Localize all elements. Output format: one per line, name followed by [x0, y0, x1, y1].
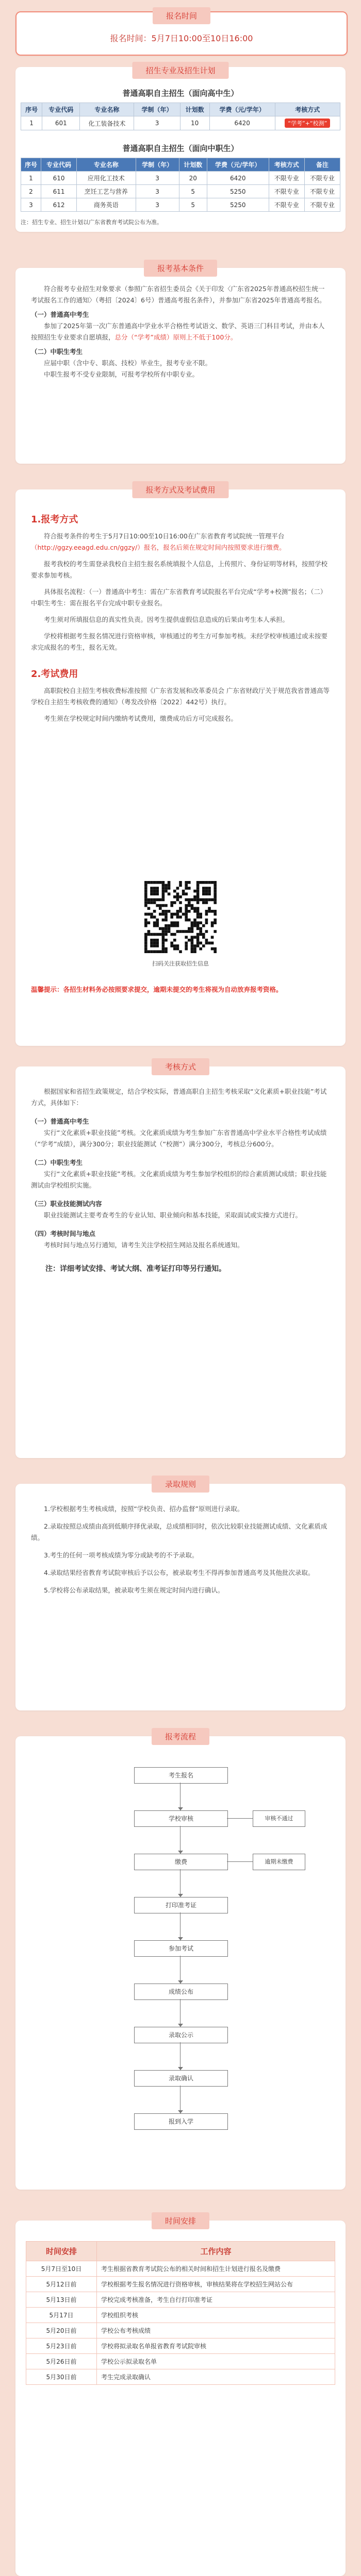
- method-card: [15, 485, 346, 1046]
- plan2-cell: 3: [21, 198, 41, 212]
- schedule-cell: 5月7日至10日: [26, 2261, 97, 2277]
- plan1-header-cell: 考核方式: [275, 103, 340, 116]
- schedule-cell: 5月23日前: [26, 2338, 97, 2354]
- exam-heading: 考核方式: [152, 1058, 209, 1075]
- plan-heading: 招生专业及招生计划: [132, 62, 228, 79]
- exam-intro: 根据国家和省招生政策规定，结合学校实际，普通高职自主招生考核采取“文化素质+职业技能”考试方式，具体如下：: [31, 1088, 327, 1107]
- qr-caption: 扫码关注获取招生信息: [152, 960, 209, 967]
- plan2-cell: 应用化工技术: [77, 172, 136, 185]
- flow-step: 成绩公布: [134, 1984, 228, 2000]
- time-text: 报名时间：5月7日10:00至10日16:00: [110, 33, 253, 43]
- time-heading: 报名时间: [153, 7, 210, 24]
- flow-step: 录取公示: [134, 2027, 228, 2043]
- plan1-cell: 化工装备技术: [80, 116, 134, 130]
- schedule-cell: 学校公示拟录取名单: [97, 2354, 335, 2369]
- schedule-cell: 学校根据考生报名情况进行资格审核，审核结果将在学校招生网站公布: [97, 2277, 335, 2292]
- schedule-cell: 5月26日前: [26, 2354, 97, 2369]
- plan1-cell: 10: [180, 116, 209, 130]
- method-p2: 报考我校的考生需登录我校自主招生报名系统填报个人信息，上传照片、身份证明等材料，按照学校要求参加考核。: [31, 560, 328, 579]
- condition-card: [15, 264, 346, 464]
- schedule-cell: 学校将拟录取名单报省教育考试院审核: [97, 2338, 335, 2354]
- table2-title: 普通高职自主招生（面向中职生）: [122, 144, 239, 153]
- plan2-cell: 烹饪工艺与营养: [77, 185, 136, 198]
- plan2-cell: 3: [136, 198, 179, 212]
- plan1-header-cell: 学制（年）: [134, 103, 180, 116]
- plan2-cell: 不限专业: [304, 185, 340, 198]
- flow-step: 缴费: [134, 1854, 228, 1870]
- plan1-cell: [275, 116, 340, 130]
- plan2-header-cell: 备注: [304, 158, 340, 172]
- plan1-row: [21, 116, 340, 130]
- plan2-cell: 5: [179, 198, 207, 212]
- exam-final: 注：详细考试安排、考试大纲、准考证打印等另行通知。: [45, 1265, 226, 1273]
- plan2-header-cell: 学制（年）: [136, 158, 179, 172]
- plan2-row: [21, 172, 340, 185]
- schedule-cell: 学校公布考核成绩: [97, 2323, 335, 2338]
- plan1-cell: 6420: [209, 116, 275, 130]
- plan2-cell: 不限专业: [269, 198, 304, 212]
- admit-p1: 1.学校根据考生考核成绩，按照“学校负责、招办监督”原则进行录取。: [44, 1505, 244, 1513]
- flow-step: 打印准考证: [134, 1897, 228, 1913]
- plan2-cell: 5250: [207, 185, 269, 198]
- schedule-cell: 5月13日前: [26, 2292, 97, 2308]
- admit-p4: 4.录取结果经省教育考试院审核后予以公布，被录取考生不得再参加普通高考及其他批次录取。: [44, 1569, 315, 1577]
- method-p6: 高职院校自主招生考核收费标准按照《广东省发展和改革委员会 广东省财政厅关于规范我省普通高等学校自主招生考核收费的通知》（粤发改价格〔2022〕442号）执行。: [31, 687, 330, 706]
- time-card: [15, 11, 348, 56]
- plan2-cell: 不限专业: [304, 198, 340, 212]
- plan2-cell: 3: [136, 185, 179, 198]
- plan2-cell: 1: [21, 172, 41, 185]
- flow-heading: 报考流程: [152, 1728, 209, 1745]
- schedule-cell: 5月30日前: [26, 2369, 97, 2385]
- plan2-header-cell: 考核方式: [269, 158, 304, 172]
- plan2-cell: 610: [41, 172, 76, 185]
- flow-card: [15, 1732, 346, 2190]
- method-p4: 考生须对所填报信息的真实性负责。因考生提供虚假信息造成的后果由考生本人承担。: [44, 616, 289, 623]
- plan1-header-cell: 学费（元/学年）: [209, 103, 275, 116]
- schedule-cell: 考生完成录取确认: [97, 2369, 335, 2385]
- admit-heading: 录取规则: [152, 1476, 209, 1493]
- admit-p2: 2.录取按照总成绩由高到低顺序择优录取，总成绩相同时，依次比较职业技能测试成绩、文化素质成绩。: [31, 1522, 327, 1541]
- schedule-row: [26, 2308, 335, 2323]
- plan2-header-cell: 计划数: [179, 158, 207, 172]
- schedule-cell: 学校完成考核准备，考生自行打印准考证: [97, 2292, 335, 2308]
- plan2-row: [21, 185, 340, 198]
- schedule-row: [26, 2338, 335, 2354]
- plan-card: [15, 67, 346, 232]
- plan2-cell: 5: [179, 185, 207, 198]
- plan2-cell: 20: [179, 172, 207, 185]
- flow-step: 参加考试: [134, 1940, 228, 1957]
- exam-p4: 考核时间与地点另行通知，请考生关注学校招生网站及报名系统通知。: [44, 1241, 244, 1249]
- qr-code[interactable]: [144, 881, 217, 953]
- flow-step: 考生报名: [134, 1767, 228, 1784]
- schedule-cell: 5月20日前: [26, 2323, 97, 2338]
- admit-card: [15, 1480, 346, 1710]
- admit-p3: 3.考生的任何一项考核成绩为零分或缺考的不予录取。: [44, 1551, 199, 1559]
- condition-heading: 报考基本条件: [144, 260, 217, 277]
- plan2-header-cell: 序号: [21, 158, 41, 172]
- condition-sub2: （二）中职生考生: [31, 348, 83, 355]
- schedule-card: [15, 2216, 346, 2576]
- schedule-row: [26, 2369, 335, 2385]
- plan2-cell: 3: [136, 172, 179, 185]
- method-s1: 1.报考方式: [31, 514, 78, 525]
- table1-title: 普通高职自主招生（面向高中生）: [122, 89, 239, 98]
- flow-side-step: 审核不通过: [253, 1810, 305, 1827]
- schedule-row: [26, 2354, 335, 2369]
- exam-sub3: （三）职业技能测试内容: [31, 1200, 102, 1208]
- schedule-row: [26, 2292, 335, 2308]
- qr-code-graphic: [144, 881, 217, 953]
- plan1-header-cell: 序号: [21, 103, 42, 116]
- schedule-cell: 考生根据省教育考试院公布的相关时间和招生计划进行报名及缴费: [97, 2261, 335, 2277]
- flow-step: 报到入学: [134, 2113, 228, 2130]
- plan2-row: [21, 198, 340, 212]
- plan2-cell: 商务英语: [77, 198, 136, 212]
- method-p5: 学校将根据考生报名情况进行资格审核，审核通过的考生方可参加考核。未经学校审核通过或未按要求完成报名的考生，报名无效。: [31, 632, 328, 651]
- plan2-cell: 611: [41, 185, 76, 198]
- plan2-cell: 不限专业: [269, 172, 304, 185]
- plan1-header-cell: 专业名称: [80, 103, 134, 116]
- method-p3: 具体报名流程：（一）普通高中考生：需在广东省教育考试院报名平台完成“学考+校测”报名；（二）中职生考生：需在报名平台完成中职专业报名。: [31, 588, 327, 607]
- plan2-header-cell: 专业名称: [77, 158, 136, 172]
- condition-p2b: 中职生报考不受专业限制，可报考学校所有中职专业。: [44, 370, 199, 378]
- method-s2: 2.考试费用: [31, 669, 78, 680]
- plan-note: 注：招生专业、招生计划以广东省教育考试院公布为准。: [21, 219, 162, 226]
- plan1-cell: 1: [21, 116, 42, 130]
- schedule-header-cell: 工作内容: [97, 2242, 335, 2261]
- plan1-header-cell: 专业代码: [42, 103, 80, 116]
- plan2-cell: 6420: [207, 172, 269, 185]
- exam-sub4: （四）考核时间与地点: [31, 1230, 96, 1238]
- exam-p1: 实行“文化素质+职业技能”考核。文化素质成绩为考生参加广东省普通高中学业水平合格性考试成绩（“学考”成绩），满分300分；职业技能测试（“校测”）满分300分，考核总分600分。: [31, 1129, 327, 1148]
- flow-side-step: 逾期未缴费: [253, 1854, 305, 1870]
- plan2-header-cell: 专业代码: [41, 158, 76, 172]
- exam-p3: 职业技能测试主要考查考生的专业认知、职业倾向和基本技能，采取面试或实操方式进行。: [44, 1211, 302, 1219]
- condition-sub1: （一）普通高中考生: [31, 311, 89, 318]
- plan-table-2: [21, 158, 340, 212]
- admit-p5: 5.学校将公布录取结果，被录取考生须在规定时间内进行确认。: [44, 1586, 224, 1594]
- exam-p2: 实行“文化素质+职业技能”考核。文化素质成绩为考生参加学校组织的综合素质测试成绩；职业技能测试由学校组织实施。: [31, 1170, 327, 1189]
- plan1-header-cell: 计划数: [180, 103, 209, 116]
- plan2-header-cell: 学费（元/学年）: [207, 158, 269, 172]
- flow-side-connector: [227, 1861, 253, 1862]
- method-heading: 报考方式及考试费用: [132, 481, 228, 498]
- exam-card: [15, 1062, 346, 1458]
- flow-chart: [46, 1767, 315, 2169]
- flow-side-connector: [227, 1818, 253, 1819]
- schedule-cell: 5月17日: [26, 2308, 97, 2323]
- plan1-cell: 601: [42, 116, 80, 130]
- exam-sub2: （二）中职生考生: [31, 1159, 83, 1166]
- schedule-header-cell: 时间安排: [26, 2242, 97, 2261]
- schedule-heading: 时间安排: [152, 2212, 209, 2229]
- schedule-table: [26, 2241, 335, 2385]
- schedule-row: [26, 2323, 335, 2338]
- exam-method-badge: “学考”+“校测”: [285, 118, 330, 128]
- schedule-row: [26, 2261, 335, 2277]
- schedule-row: [26, 2277, 335, 2292]
- exam-sub1: （一）普通高中考生: [31, 1117, 89, 1125]
- method-warn: 温馨提示：各招生材料务必按照要求提交，逾期未提交的考生将视为自动放弃报考资格。: [31, 986, 283, 993]
- condition-p1a: 参加了2025年第一次广东普通高中学业水平合格性考试语文、数学、英语三门科目考试，并由本人按照招生专业要求自愿填报，总分（“学考”成绩）原则上不低于100分。: [31, 322, 325, 341]
- schedule-cell: 5月12日前: [26, 2277, 97, 2292]
- plan-table-1: [21, 103, 340, 130]
- condition-intro: 符合报考专业招生对象要求（参照广东省招生委员会《关于印发〈广东省2025年普通高校招生统一考试报名工作的通知〉（粤招〔2024〕6号）普通高考报名条件），并参加广东省2025年普通高考报名。: [31, 285, 326, 304]
- flow-step: 录取确认: [134, 2070, 228, 2087]
- method-p7: 考生须在学校规定时间内缴纳考试费用，缴费成功后方可完成报名。: [44, 715, 238, 722]
- plan2-cell: 5250: [207, 198, 269, 212]
- flow-step: 学校审核: [134, 1810, 228, 1827]
- condition-p2: 应届中职（含中专、职高、技校）毕业生，报考专业不限。: [44, 359, 212, 367]
- plan2-cell: 不限专业: [269, 185, 304, 198]
- plan1-cell: 3: [134, 116, 180, 130]
- plan2-cell: 不限专业: [304, 172, 340, 185]
- plan2-cell: 2: [21, 185, 41, 198]
- plan2-cell: 612: [41, 198, 76, 212]
- method-p1: 符合报考条件的考生于5月7日10:00至10日16:00在广东省教育考试院统一管理平台（http://ggzy.eeagd.edu.cn/ggzy/）报名，报名后须在规定时间内按照要求进行缴费。: [31, 532, 286, 551]
- schedule-cell: 学校组织考核: [97, 2308, 335, 2323]
